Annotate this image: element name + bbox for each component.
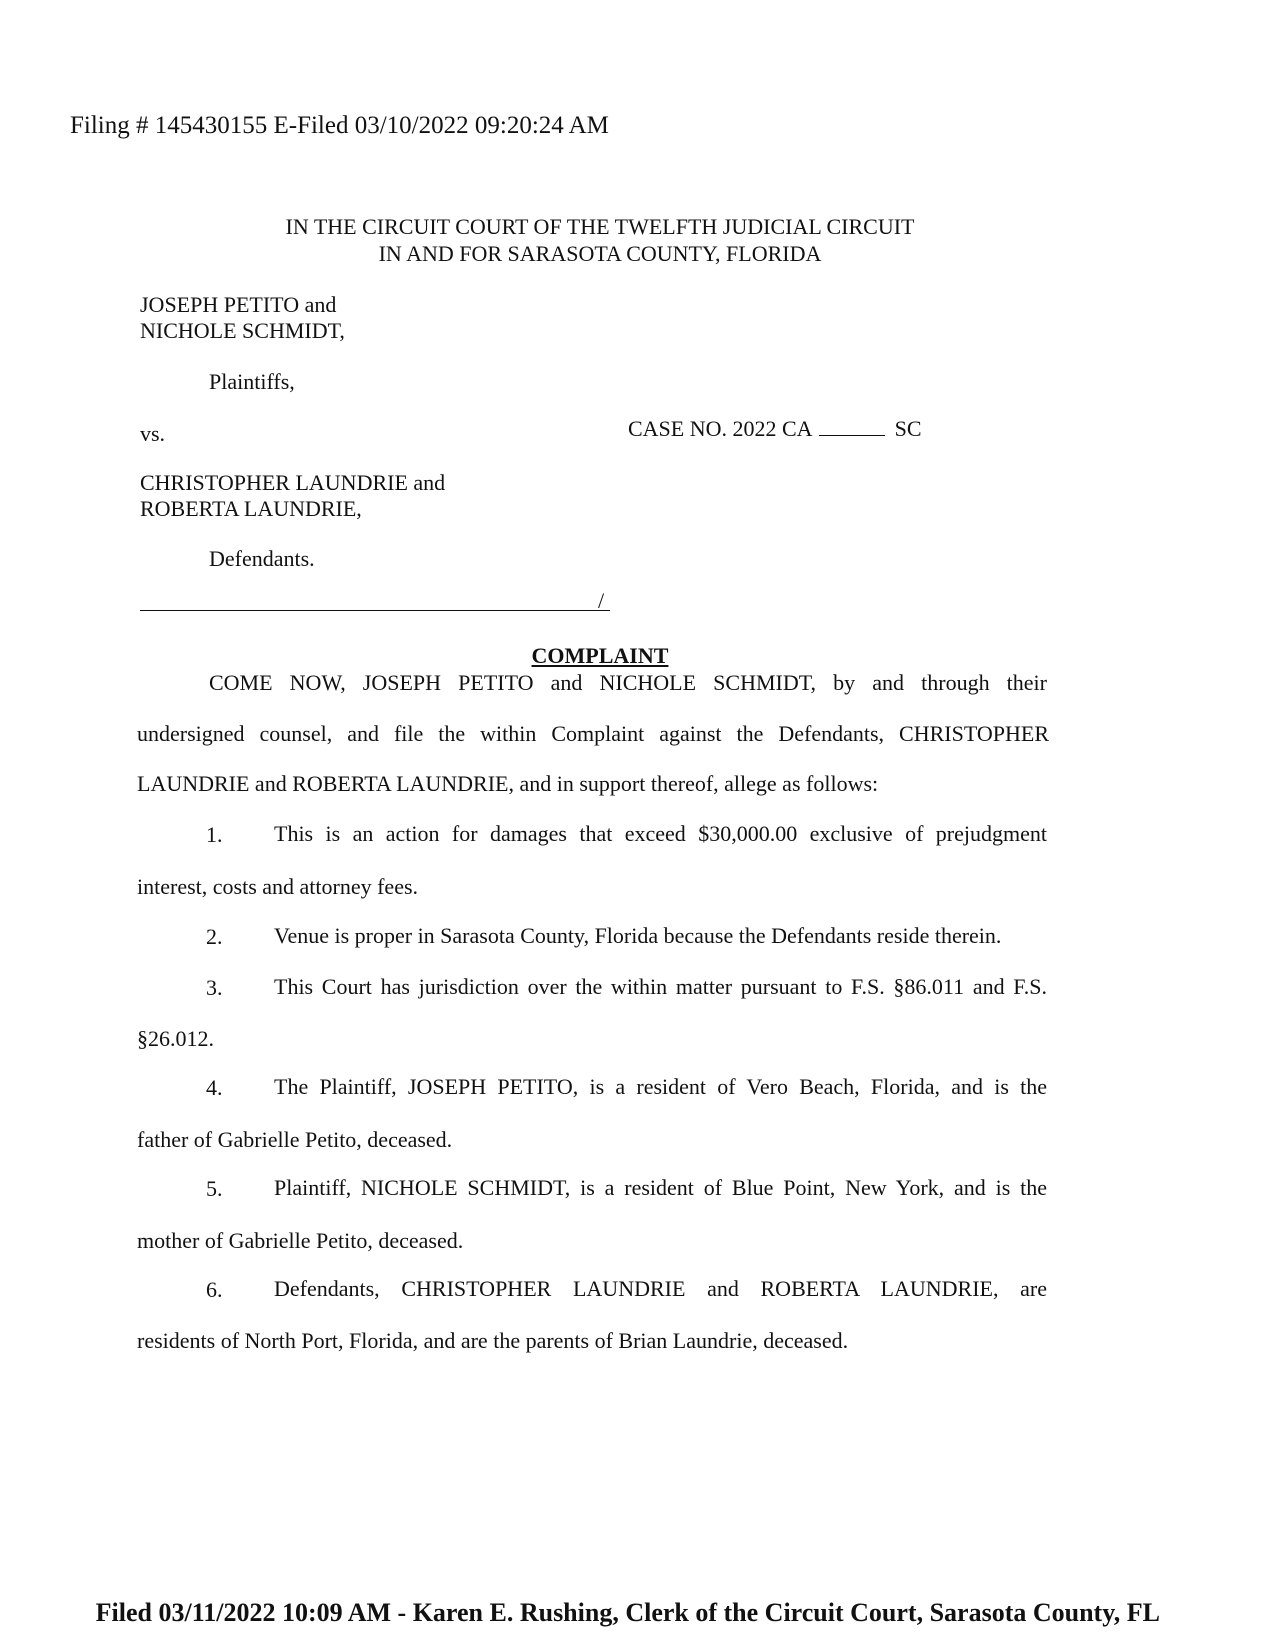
case-number-blank: [819, 417, 885, 436]
paragraph-number: 6.: [206, 1277, 223, 1302]
paragraph-number: 4.: [206, 1075, 223, 1100]
paragraph-first-line: The Plaintiff, JOSEPH PETITO, is a resident of Vero Beach, Florida, and is the: [274, 1074, 1047, 1099]
defendants-label: Defendants.: [209, 546, 315, 571]
paragraph-continuation: residents of North Port, Florida, and are the parents of Brian Laundrie, deceased.: [137, 1328, 849, 1353]
document-title: COMPLAINT: [531, 643, 669, 668]
paragraph-first-line: Venue is proper in Sarasota County, Florida because the Defendants reside therein.: [274, 923, 1002, 948]
intro-line2: undersigned counsel, and file the within Complaint against the Defendants, CHRISTOPHER: [137, 721, 1049, 746]
court-name-line1: IN THE CIRCUIT COURT OF THE TWELFTH JUDICIAL CIRCUIT: [285, 214, 915, 239]
paragraph-first-line: This is an action for damages that exceed $30,000.00 exclusive of prejudgment: [274, 821, 1047, 846]
case-number: [628, 416, 922, 442]
intro-line3: LAUNDRIE and ROBERTA LAUNDRIE, and in support thereof, allege as follows:: [137, 771, 879, 796]
plaintiff-name-line2: NICHOLE SCHMIDT,: [140, 318, 345, 343]
paragraph-continuation: §26.012.: [137, 1026, 214, 1051]
paragraph-number: 1.: [206, 822, 223, 847]
intro-line1: COME NOW, JOSEPH PETITO and NICHOLE SCHMIDT, by and through their: [209, 670, 1047, 695]
versus-label: vs.: [140, 421, 166, 446]
clerk-filed-stamp: Filed 03/11/2022 10:09 AM - Karen E. Rushing, Clerk of the Circuit Court, Sarasota County, FL: [95, 1598, 1160, 1627]
paragraph-continuation: interest, costs and attorney fees.: [137, 874, 419, 899]
caption-slash: /: [598, 588, 605, 613]
paragraph-first-line: Defendants, CHRISTOPHER LAUNDRIE and ROBERTA LAUNDRIE, are: [274, 1276, 1047, 1301]
paragraph-first-line: Plaintiff, NICHOLE SCHMIDT, is a resident of Blue Point, New York, and is the: [274, 1175, 1047, 1200]
paragraph-continuation: mother of Gabrielle Petito, deceased.: [137, 1228, 464, 1253]
case-number-prefix: CASE NO. 2022 CA: [628, 416, 813, 441]
paragraph-number: 2.: [206, 924, 223, 949]
paragraph-continuation: father of Gabrielle Petito, deceased.: [137, 1127, 453, 1152]
plaintiff-name-line1: JOSEPH PETITO and: [140, 292, 337, 317]
court-name-line2: IN AND FOR SARASOTA COUNTY, FLORIDA: [378, 241, 822, 266]
paragraph-number: 3.: [206, 975, 223, 1000]
paragraph-first-line: This Court has jurisdiction over the within matter pursuant to F.S. §86.011 and F.S.: [274, 974, 1047, 999]
plaintiffs-label: Plaintiffs,: [209, 369, 295, 394]
defendant-name-line2: ROBERTA LAUNDRIE,: [140, 496, 362, 521]
filing-stamp: Filing # 145430155 E-Filed 03/10/2022 09:20:24 AM: [70, 112, 609, 139]
paragraph-number: 5.: [206, 1176, 223, 1201]
case-number-suffix: SC: [894, 416, 922, 441]
defendant-name-line1: CHRISTOPHER LAUNDRIE and: [140, 470, 446, 495]
caption-divider: [140, 610, 610, 611]
